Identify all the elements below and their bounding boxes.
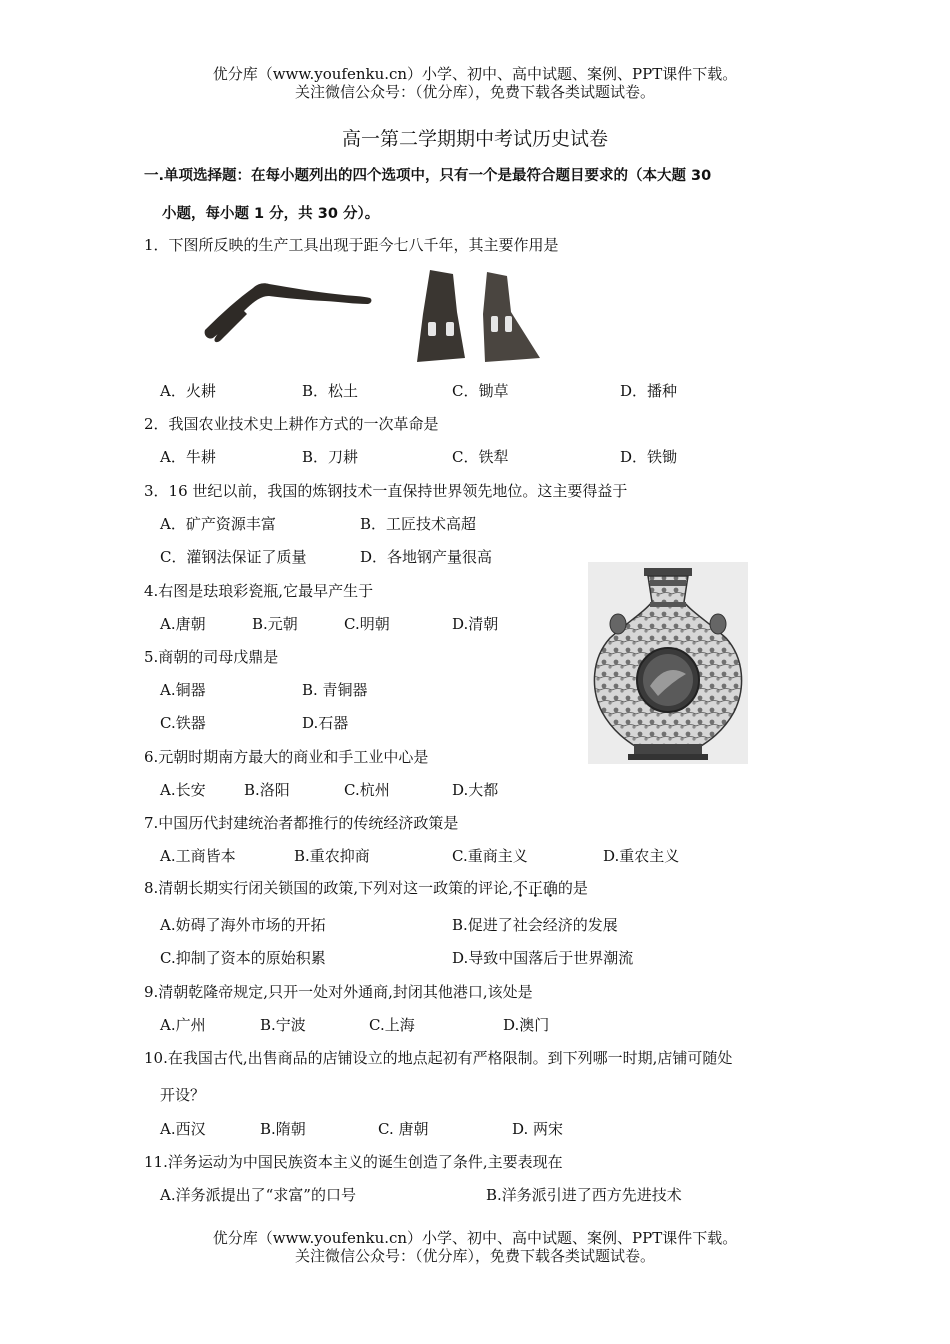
q3-option-a[interactable]: A．矿产资源丰富: [160, 515, 276, 533]
q9-option-d[interactable]: D.澳门: [503, 1016, 550, 1034]
q4-option-a[interactable]: A.唐朝: [160, 615, 206, 633]
section-instruction-line-2: 小题，每小题 1 分，共 30 分）。: [162, 206, 380, 222]
q10-option-d[interactable]: D. 两宋: [512, 1120, 564, 1138]
q6-option-a[interactable]: A.长安: [160, 781, 206, 799]
q2-option-c[interactable]: C．铁犁: [452, 448, 509, 466]
q1-option-a[interactable]: A．火耕: [160, 382, 216, 400]
q5-option-c[interactable]: C.铁器: [160, 714, 206, 732]
q8-option-d[interactable]: D.导致中国落后于世界潮流: [452, 949, 634, 967]
q7-option-a[interactable]: A.工商皆本: [160, 847, 236, 865]
q11-option-a[interactable]: A.洋务派提出了“求富”的口号: [160, 1186, 356, 1204]
tool-illustration: [195, 262, 550, 367]
question-5-stem: 5.商朝的司母戊鼎是: [144, 648, 279, 666]
bone-spade-icon: [205, 283, 372, 342]
emphasis-char: 正: [527, 879, 543, 897]
section-instruction-line-1: 一.单项选择题：在每小题列出的四个选项中，只有一个是最符合题目要求的（本大题 30: [144, 168, 712, 184]
q3-option-b[interactable]: B．工匠技术高超: [360, 515, 477, 533]
q9-option-c[interactable]: C.上海: [369, 1016, 415, 1034]
q9-option-a[interactable]: A.广州: [160, 1016, 206, 1034]
footer-line-2: 关注微信公众号：（优分库），免费下载各类试题试卷。: [294, 1247, 655, 1265]
q9-option-b[interactable]: B.宁波: [260, 1016, 306, 1034]
q7-option-c[interactable]: C.重商主义: [452, 847, 528, 865]
q3-option-d[interactable]: D．各地钢产量很高: [360, 548, 493, 566]
question-2-stem: 2．我国农业技术史上耕作方式的一次革命是: [144, 415, 439, 433]
question-8-stem: [144, 877, 588, 898]
q4-option-c[interactable]: C.明朝: [344, 615, 390, 633]
question-10-stem-line-2: 开设？: [160, 1086, 206, 1104]
footer-line-1: 优分库（www.youfenku.cn）小学、初中、高中试题、案例、PPT课件下载。: [212, 1229, 738, 1247]
q8-option-b[interactable]: B.促进了社会经济的发展: [452, 916, 618, 934]
question-7-stem: 7.中国历代封建统治者都推行的传统经济政策是: [144, 814, 459, 832]
q4-option-d[interactable]: D.清朝: [452, 615, 499, 633]
q1-option-d[interactable]: D．播种: [620, 382, 678, 400]
header-line-2: 关注微信公众号：（优分库），免费下载各类试题试卷。: [294, 83, 655, 101]
q2-option-a[interactable]: A．牛耕: [160, 448, 216, 466]
question-10-stem-line-1: 10.在我国古代,出售商品的店铺设立的地点起初有严格限制。到下列哪一时期,店铺可随处: [144, 1049, 733, 1067]
q7-option-d[interactable]: D.重农主义: [603, 847, 680, 865]
q2-option-d[interactable]: D．铁锄: [620, 448, 678, 466]
emphasis-char: 确: [542, 879, 558, 897]
q10-option-a[interactable]: A.西汉: [160, 1120, 206, 1138]
stone-hoe-icon: [417, 270, 540, 362]
q6-option-c[interactable]: C.杭州: [344, 781, 390, 799]
question-1-stem: 1．下图所反映的生产工具出现于距今七八千年，其主要作用是: [144, 236, 559, 254]
q11-option-b[interactable]: B.洋务派引进了西方先进技术: [486, 1186, 682, 1204]
q4-option-b[interactable]: B.元朝: [252, 615, 298, 633]
question-4-stem: 4.右图是珐琅彩瓷瓶,它最早产生于: [144, 582, 374, 600]
q10-option-c[interactable]: C. 唐朝: [378, 1120, 429, 1138]
q8-stem-tail: 的是: [557, 879, 588, 897]
q8-stem-text: 8.清朝长期实行闭关锁国的政策,下列对这一政策的评论,: [144, 879, 513, 897]
emphasis-char: 不: [512, 879, 528, 897]
q5-option-b[interactable]: B. 青铜器: [302, 681, 368, 699]
q1-option-c[interactable]: C．锄草: [452, 382, 509, 400]
q8-option-c[interactable]: C.抑制了资本的原始积累: [160, 949, 326, 967]
q5-option-a[interactable]: A.铜器: [160, 681, 206, 699]
question-6-stem: 6.元朝时期南方最大的商业和手工业中心是: [144, 748, 429, 766]
question-11-stem: 11.洋务运动为中国民族资本主义的诞生创造了条件,主要表现在: [144, 1153, 563, 1171]
question-9-stem: 9.清朝乾隆帝规定,只开一处对外通商,封闭其他港口,该处是: [144, 983, 533, 1001]
q5-option-d[interactable]: D.石器: [302, 714, 349, 732]
q1-option-b[interactable]: B．松土: [302, 382, 359, 400]
q8-option-a[interactable]: A.妨碍了海外市场的开拓: [160, 916, 326, 934]
enamel-vase-illustration: [588, 562, 748, 764]
q3-option-c[interactable]: C．灌钢法保证了质量: [160, 548, 307, 566]
q7-option-b[interactable]: B.重农抑商: [294, 847, 370, 865]
q2-option-b[interactable]: B．刀耕: [302, 448, 359, 466]
page-title: 高一第二学期期中考试历史试卷: [341, 128, 608, 150]
question-3-stem: 3．16 世纪以前，我国的炼钢技术一直保持世界领先地位。这主要得益于: [144, 482, 628, 500]
q6-option-b[interactable]: B.洛阳: [244, 781, 290, 799]
q10-option-b[interactable]: B.隋朝: [260, 1120, 306, 1138]
header-line-1: 优分库（www.youfenku.cn）小学、初中、高中试题、案例、PPT课件下载。: [212, 65, 738, 83]
q6-option-d[interactable]: D.大都: [452, 781, 499, 799]
